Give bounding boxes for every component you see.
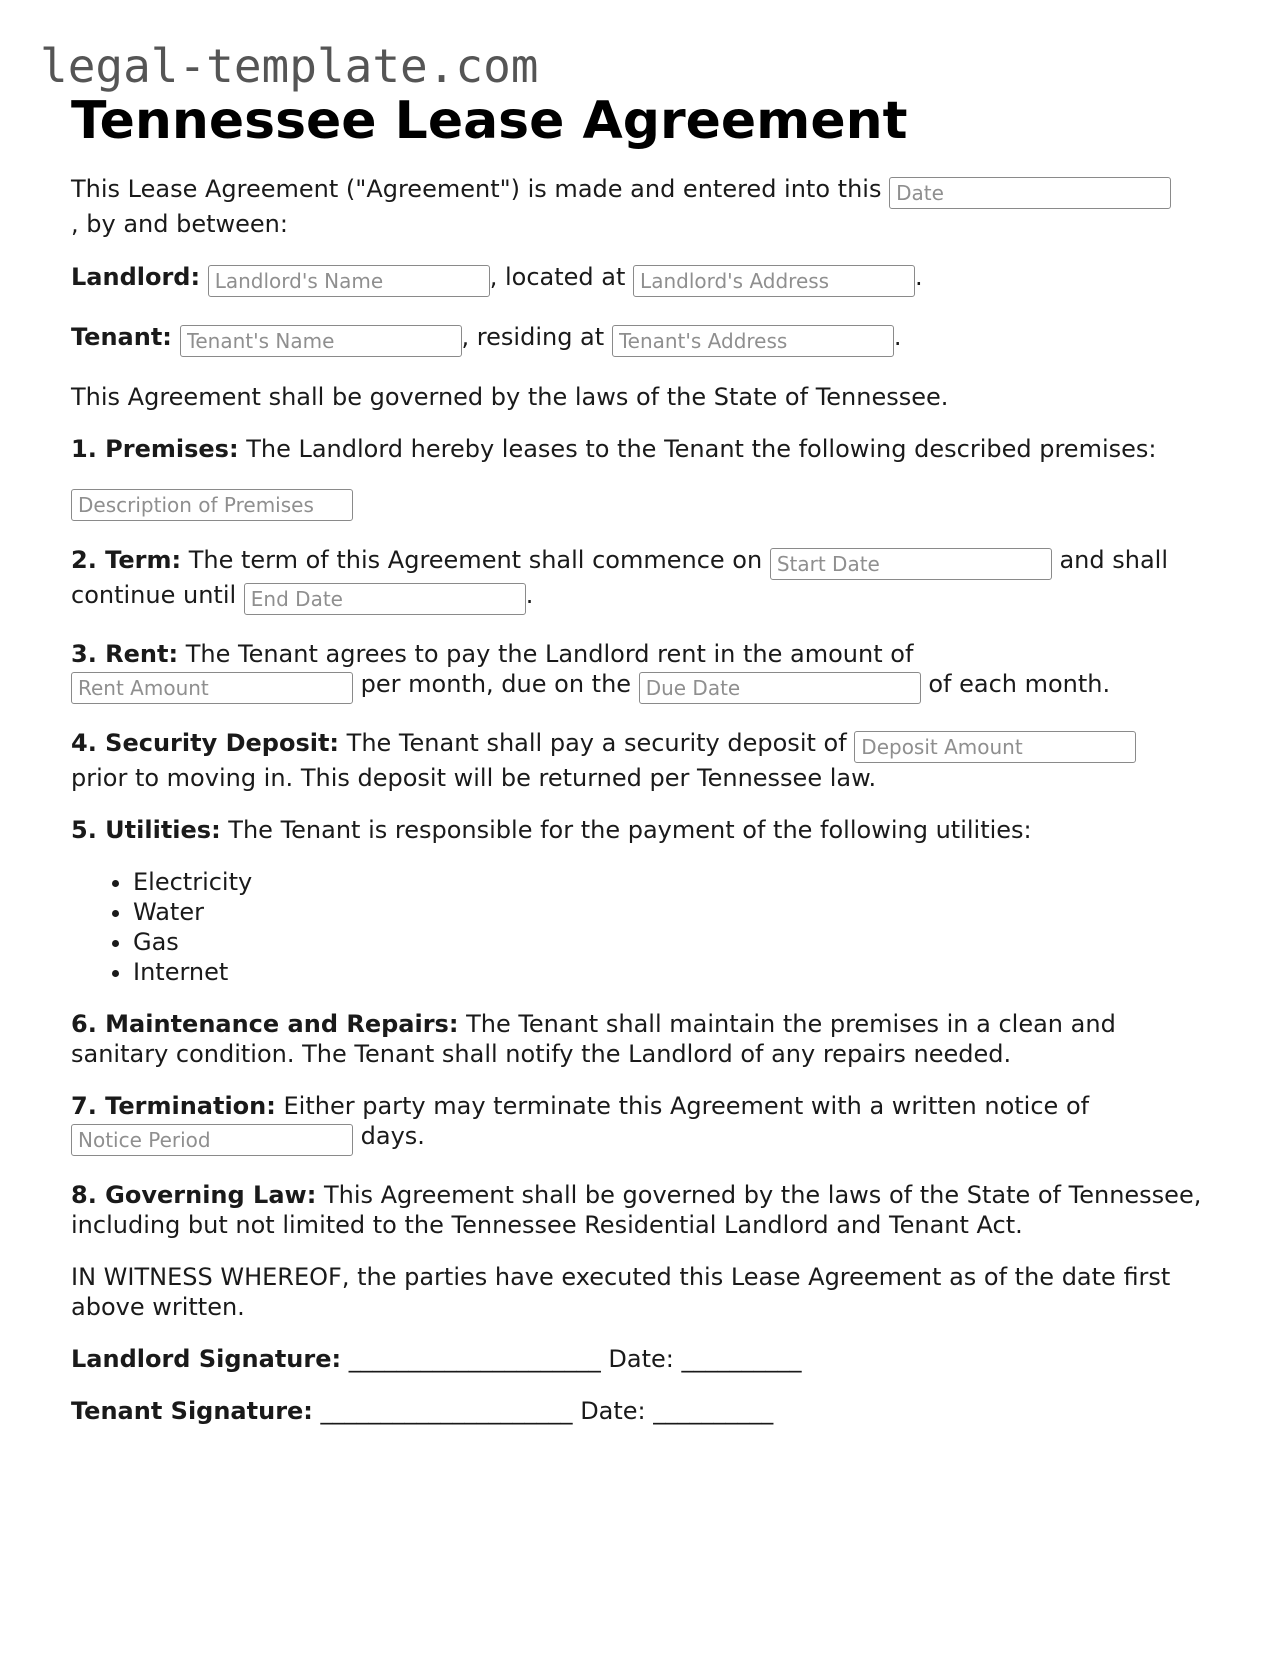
tenant-signature-date-label: Date:: [580, 1397, 646, 1425]
section-rent: [71, 639, 1211, 704]
utilities-list: [71, 867, 1211, 987]
landlord-signature-date-blank[interactable]: __________: [681, 1345, 802, 1373]
tenant-signature-blank[interactable]: _____________________: [320, 1397, 573, 1425]
end-date-field[interactable]: [244, 583, 526, 615]
term-heading: 2. Term:: [71, 546, 182, 574]
tenant-name-field[interactable]: [180, 325, 462, 357]
section-term: [71, 545, 1211, 615]
deposit-text: The Tenant shall pay a security deposit of: [339, 729, 847, 757]
list-item: • Internet: [133, 957, 1211, 987]
rent-amount-field[interactable]: [71, 672, 353, 704]
premises-field-row: [71, 486, 1211, 521]
deposit-return-text: prior to moving in. This deposit will be returned per Tennessee law.: [71, 764, 877, 792]
termination-text: Either party may terminate this Agreement with a written notice of: [275, 1092, 1090, 1120]
start-date-field[interactable]: [770, 548, 1052, 580]
landlord-line: [71, 262, 1211, 297]
section-utilities: [71, 815, 1211, 845]
witness-statement: IN WITNESS WHEREOF, the parties have executed this Lease Agreement as of the date first above written.: [71, 1263, 1171, 1321]
list-item: • Electricity: [133, 867, 1211, 897]
rent-each-month-text: of each month.: [928, 670, 1111, 698]
deposit-amount-field[interactable]: [854, 731, 1136, 763]
document-body: [71, 86, 1211, 1426]
tenant-address-field[interactable]: [612, 325, 894, 357]
tenant-signature-label: Tenant Signature:: [71, 1397, 313, 1425]
notice-period-field[interactable]: [71, 1124, 353, 1156]
governed-statement: This Agreement shall be governed by the laws of the State of Tennessee.: [71, 383, 949, 411]
page-title: Tennessee Lease Agreement: [71, 91, 908, 151]
watermark: legal-template.com: [40, 39, 539, 93]
section-governing-law: [71, 1180, 1211, 1240]
list-item: • Gas: [133, 927, 1211, 957]
premises-description-field[interactable]: [71, 489, 353, 521]
governing-law-text: This Agreement shall be governed by the laws of the State of Tennessee, including but not limited to the Tennessee Residential Landlord and Tenant Act.: [71, 1181, 1202, 1239]
premises-text: The Landlord hereby leases to the Tenant the following described premises:: [238, 435, 1157, 463]
deposit-heading: 4. Security Deposit:: [71, 729, 340, 757]
utilities-heading: 5. Utilities:: [71, 816, 221, 844]
section-premises: [71, 434, 1211, 464]
premises-heading: 1. Premises:: [71, 435, 239, 463]
list-item: • Water: [133, 897, 1211, 927]
landlord-signature-label: Landlord Signature:: [71, 1345, 342, 1373]
rent-text: The Tenant agrees to pay the Landlord rent in the amount of: [178, 640, 914, 668]
tenant-residing-text: , residing at: [461, 323, 605, 351]
tenant-signature-line: [71, 1396, 1211, 1426]
landlord-end: .: [915, 263, 923, 291]
utilities-text: The Tenant is responsible for the payment of the following utilities:: [220, 816, 1032, 844]
due-date-field[interactable]: [639, 672, 921, 704]
tenant-signature-date-blank[interactable]: __________: [653, 1397, 774, 1425]
rent-heading: 3. Rent:: [71, 640, 179, 668]
maintenance-heading: 6. Maintenance and Repairs:: [71, 1010, 459, 1038]
rent-per-month-text: per month, due on the: [360, 670, 632, 698]
intro-paragraph: [71, 174, 1211, 239]
term-continue-text: and shall continue until: [71, 546, 1169, 609]
agreement-date-field[interactable]: [889, 177, 1171, 209]
landlord-located-text: , located at: [489, 263, 626, 291]
termination-heading: 7. Termination:: [71, 1092, 276, 1120]
landlord-label: Landlord:: [71, 263, 201, 291]
term-text: The term of this Agreement shall commence on: [181, 546, 763, 574]
maintenance-text: The Tenant shall maintain the premises in a clean and sanitary condition. The Tenant shall notify the Landlord of any repairs needed.: [71, 1010, 1116, 1068]
landlord-signature-blank[interactable]: _____________________: [348, 1345, 601, 1373]
landlord-signature-date-label: Date:: [608, 1345, 674, 1373]
section-maintenance: [71, 1009, 1211, 1069]
landlord-name-field[interactable]: [208, 265, 490, 297]
termination-days-text: days.: [360, 1122, 425, 1150]
intro-text-after: , by and between:: [71, 210, 288, 238]
section-termination: [71, 1091, 1211, 1156]
intro-text: This Lease Agreement ("Agreement") is made and entered into this: [71, 175, 882, 203]
section-deposit: [71, 728, 1211, 793]
term-end: .: [525, 581, 534, 609]
tenant-line: [71, 322, 1211, 357]
landlord-signature-line: [71, 1344, 1211, 1374]
tenant-label: Tenant:: [71, 323, 172, 351]
governing-law-heading: 8. Governing Law:: [71, 1181, 317, 1209]
tenant-end: .: [893, 323, 902, 351]
landlord-address-field[interactable]: [633, 265, 915, 297]
